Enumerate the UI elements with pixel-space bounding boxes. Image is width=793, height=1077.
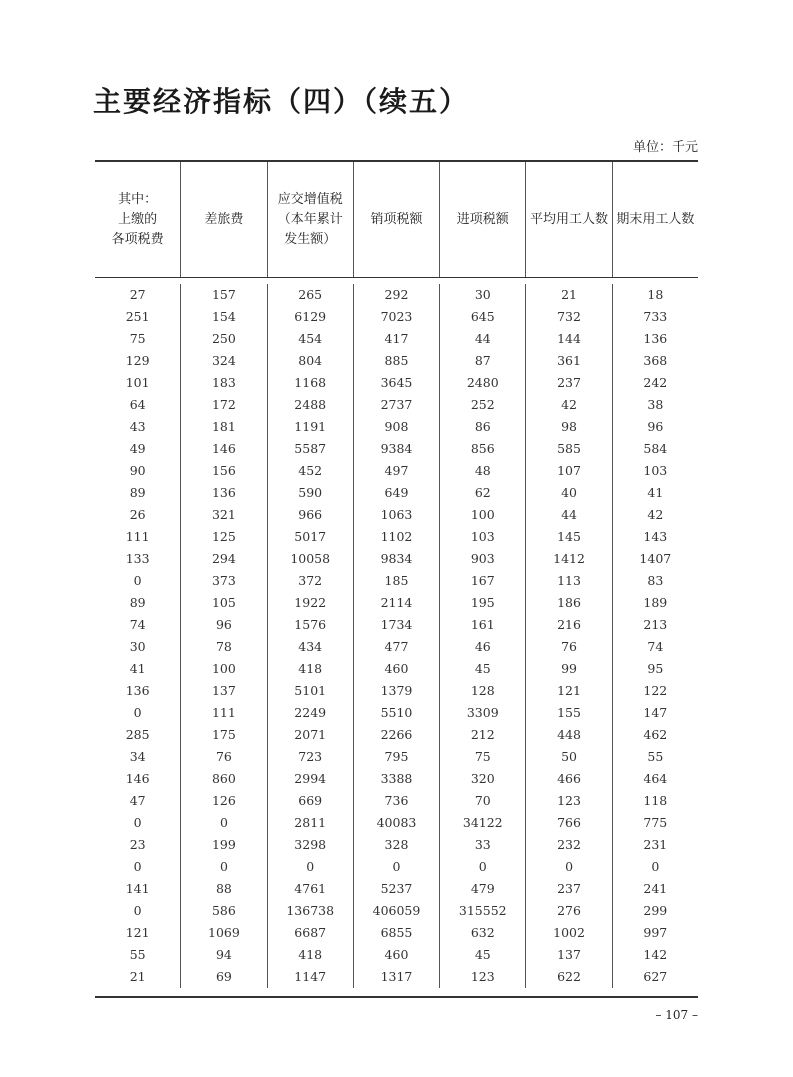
table-cell: 101 bbox=[125, 375, 150, 390]
table-cell: 434 bbox=[298, 639, 323, 654]
table-cell: 856 bbox=[470, 441, 495, 456]
table-cell: 294 bbox=[211, 551, 236, 566]
table-cell: 83 bbox=[647, 573, 664, 588]
table-cell: 125 bbox=[211, 529, 236, 544]
table-cell: 216 bbox=[557, 617, 581, 632]
table-cell: 5587 bbox=[294, 441, 327, 456]
table-cell: 251 bbox=[125, 309, 150, 324]
table-cell: 40 bbox=[561, 485, 577, 500]
table-cell: 100 bbox=[470, 507, 495, 522]
table-cell: 145 bbox=[557, 529, 581, 544]
table-cell: 1069 bbox=[208, 925, 240, 940]
table-cell: 406059 bbox=[372, 903, 421, 918]
table-cell: 55 bbox=[647, 749, 664, 764]
table-cell: 2811 bbox=[294, 815, 327, 830]
table-cell: 252 bbox=[470, 397, 495, 412]
table-cell: 1576 bbox=[294, 617, 327, 632]
table-cell: 40083 bbox=[376, 815, 417, 830]
table-cell: 479 bbox=[470, 881, 495, 896]
table-cell: 107 bbox=[557, 463, 581, 478]
table-cell: 186 bbox=[557, 595, 581, 610]
table-cell: 3645 bbox=[380, 375, 413, 390]
table-cell: 121 bbox=[125, 925, 150, 940]
table-cell: 733 bbox=[643, 309, 668, 324]
table-cell: 328 bbox=[384, 837, 409, 852]
table-cell: 292 bbox=[384, 287, 409, 302]
table-cell: 0 bbox=[133, 705, 142, 720]
table-cell: 105 bbox=[211, 595, 236, 610]
table-cell: 136 bbox=[643, 331, 668, 346]
table-cell: 0 bbox=[565, 859, 574, 874]
table-cell: 3298 bbox=[294, 837, 327, 852]
table-column bbox=[180, 284, 266, 988]
table-cell: 76 bbox=[561, 639, 577, 654]
table-cell: 212 bbox=[470, 727, 495, 742]
table-cell: 1063 bbox=[380, 507, 413, 522]
unit-label: 单位：千元 bbox=[632, 140, 698, 155]
table-cell: 23 bbox=[129, 837, 146, 852]
table-cell: 21 bbox=[129, 969, 146, 984]
table-cell: 627 bbox=[643, 969, 668, 984]
table-cell: 123 bbox=[557, 793, 581, 808]
table-cell: 185 bbox=[384, 573, 409, 588]
table-cell: 2488 bbox=[294, 397, 327, 412]
table-cell: 586 bbox=[211, 903, 236, 918]
table-cell: 231 bbox=[643, 837, 668, 852]
column-header: 差旅费 bbox=[180, 162, 266, 277]
table-cell: 181 bbox=[211, 419, 236, 434]
table-cell: 1734 bbox=[380, 617, 413, 632]
table-cell: 87 bbox=[474, 353, 491, 368]
table-cell: 966 bbox=[298, 507, 323, 522]
table-cell: 154 bbox=[211, 309, 236, 324]
table-cell: 2114 bbox=[380, 595, 413, 610]
table-cell: 477 bbox=[384, 639, 409, 654]
table-cell: 42 bbox=[561, 397, 577, 412]
table-cell: 86 bbox=[474, 419, 491, 434]
table-cell: 45 bbox=[474, 661, 491, 676]
table-cell: 795 bbox=[384, 749, 409, 764]
table-cell: 775 bbox=[643, 815, 668, 830]
table-cell: 5017 bbox=[294, 529, 327, 544]
table-cell: 315552 bbox=[458, 903, 507, 918]
page-number: – 107 – bbox=[655, 1008, 698, 1022]
table-cell: 462 bbox=[643, 727, 668, 742]
table-cell: 75 bbox=[129, 331, 146, 346]
table-cell: 44 bbox=[561, 507, 577, 522]
table-cell: 804 bbox=[298, 353, 323, 368]
table-cell: 669 bbox=[298, 793, 323, 808]
table-cell: 103 bbox=[643, 463, 668, 478]
table-cell: 1191 bbox=[294, 419, 327, 434]
table-cell: 448 bbox=[557, 727, 581, 742]
table-cell: 1407 bbox=[639, 551, 672, 566]
table-cell: 33 bbox=[474, 837, 491, 852]
table-cell: 111 bbox=[125, 529, 150, 544]
table-cell: 142 bbox=[643, 947, 668, 962]
table-cell: 123 bbox=[470, 969, 495, 984]
table-cell: 265 bbox=[298, 287, 323, 302]
column-header: 销项税额 bbox=[353, 162, 439, 277]
table-cell: 183 bbox=[211, 375, 236, 390]
table-cell: 1102 bbox=[380, 529, 413, 544]
table-cell: 213 bbox=[643, 617, 668, 632]
table-cell: 27 bbox=[129, 287, 146, 302]
table-cell: 0 bbox=[133, 859, 142, 874]
table-cell: 9384 bbox=[380, 441, 413, 456]
table-cell: 69 bbox=[215, 969, 232, 984]
table-cell: 7023 bbox=[380, 309, 413, 324]
table-cell: 100 bbox=[211, 661, 236, 676]
table-cell: 0 bbox=[219, 859, 228, 874]
table-cell: 172 bbox=[211, 397, 236, 412]
table-cell: 88 bbox=[215, 881, 232, 896]
table-cell: 126 bbox=[211, 793, 236, 808]
table-column bbox=[612, 284, 698, 988]
table-column bbox=[439, 284, 525, 988]
table-cell: 141 bbox=[125, 881, 150, 896]
table-cell: 46 bbox=[474, 639, 491, 654]
table-cell: 96 bbox=[647, 419, 664, 434]
table-cell: 30 bbox=[129, 639, 146, 654]
table-cell: 76 bbox=[215, 749, 232, 764]
table-cell: 903 bbox=[470, 551, 495, 566]
table-cell: 136 bbox=[211, 485, 236, 500]
table-cell: 146 bbox=[211, 441, 236, 456]
table-cell: 137 bbox=[557, 947, 581, 962]
table-cell: 368 bbox=[643, 353, 668, 368]
table-cell: 42 bbox=[647, 507, 664, 522]
table-cell: 44 bbox=[474, 331, 491, 346]
table-cell: 649 bbox=[384, 485, 409, 500]
table-cell: 0 bbox=[392, 859, 401, 874]
table-cell: 5510 bbox=[380, 705, 413, 720]
table-body bbox=[95, 278, 698, 996]
table-cell: 5101 bbox=[294, 683, 327, 698]
table-cell: 622 bbox=[557, 969, 581, 984]
table-cell: 10058 bbox=[290, 551, 331, 566]
table-cell: 41 bbox=[647, 485, 664, 500]
table-cell: 242 bbox=[643, 375, 668, 390]
table-cell: 74 bbox=[647, 639, 664, 654]
table-cell: 21 bbox=[561, 287, 577, 302]
table-column bbox=[95, 284, 180, 988]
table-cell: 0 bbox=[478, 859, 487, 874]
table-cell: 157 bbox=[211, 287, 236, 302]
table-cell: 78 bbox=[215, 639, 232, 654]
table-cell: 43 bbox=[129, 419, 146, 434]
table-cell: 0 bbox=[133, 815, 142, 830]
table-cell: 452 bbox=[298, 463, 323, 478]
table-cell: 96 bbox=[215, 617, 232, 632]
table-cell: 732 bbox=[557, 309, 581, 324]
table-cell: 0 bbox=[306, 859, 315, 874]
table-cell: 237 bbox=[557, 375, 581, 390]
table-cell: 299 bbox=[643, 903, 668, 918]
table-cell: 121 bbox=[557, 683, 581, 698]
table-cell: 146 bbox=[125, 771, 150, 786]
column-header: 其中： 上缴的 各项税费 bbox=[111, 191, 164, 247]
table-cell: 584 bbox=[643, 441, 668, 456]
table-cell: 161 bbox=[470, 617, 495, 632]
table-cell: 175 bbox=[211, 727, 236, 742]
data-table bbox=[95, 160, 698, 998]
table-cell: 50 bbox=[561, 749, 577, 764]
column-header: 平均用工人数 bbox=[525, 162, 611, 277]
table-column bbox=[525, 284, 611, 988]
table-cell: 237 bbox=[557, 881, 581, 896]
table-cell: 1147 bbox=[294, 969, 327, 984]
table-cell: 276 bbox=[557, 903, 581, 918]
table-cell: 133 bbox=[125, 551, 150, 566]
table-cell: 118 bbox=[643, 793, 668, 808]
table-cell: 1922 bbox=[294, 595, 327, 610]
table-cell: 34 bbox=[129, 749, 146, 764]
table-cell: 2994 bbox=[294, 771, 327, 786]
table-cell: 232 bbox=[557, 837, 581, 852]
table-cell: 103 bbox=[470, 529, 495, 544]
table-cell: 464 bbox=[643, 771, 668, 786]
table-cell: 55 bbox=[129, 947, 146, 962]
table-cell: 6687 bbox=[294, 925, 327, 940]
table-cell: 0 bbox=[219, 815, 228, 830]
table-cell: 3388 bbox=[380, 771, 413, 786]
table-cell: 189 bbox=[643, 595, 668, 610]
table-cell: 1002 bbox=[553, 925, 585, 940]
table-cell: 89 bbox=[129, 485, 146, 500]
table-cell: 47 bbox=[129, 793, 146, 808]
table-cell: 418 bbox=[298, 947, 323, 962]
table-header bbox=[95, 162, 698, 278]
table-cell: 6855 bbox=[380, 925, 413, 940]
table-cell: 454 bbox=[298, 331, 323, 346]
table-cell: 885 bbox=[384, 353, 409, 368]
column-header: 应交增值税 （本年累计 发生额） bbox=[267, 162, 353, 277]
page-title: 主要经济指标（四）（续五） bbox=[93, 85, 470, 118]
table-cell: 41 bbox=[129, 661, 146, 676]
table-cell: 75 bbox=[474, 749, 491, 764]
table-cell: 241 bbox=[643, 881, 668, 896]
table-cell: 1379 bbox=[380, 683, 413, 698]
table-cell: 144 bbox=[557, 331, 581, 346]
table-cell: 723 bbox=[298, 749, 323, 764]
table-cell: 147 bbox=[643, 705, 668, 720]
table-cell: 18 bbox=[647, 287, 664, 302]
table-cell: 460 bbox=[384, 661, 409, 676]
table-cell: 997 bbox=[643, 925, 668, 940]
table-cell: 285 bbox=[125, 727, 150, 742]
table-cell: 736 bbox=[384, 793, 409, 808]
table-cell: 2249 bbox=[294, 705, 327, 720]
table-cell: 766 bbox=[557, 815, 581, 830]
table-cell: 4761 bbox=[294, 881, 327, 896]
table-cell: 74 bbox=[129, 617, 146, 632]
table-cell: 136738 bbox=[286, 903, 335, 918]
table-cell: 30 bbox=[474, 287, 491, 302]
table-cell: 45 bbox=[474, 947, 491, 962]
table-cell: 460 bbox=[384, 947, 409, 962]
table-cell: 48 bbox=[474, 463, 491, 478]
table-cell: 6129 bbox=[294, 309, 327, 324]
table-cell: 90 bbox=[129, 463, 146, 478]
table-cell: 95 bbox=[647, 661, 664, 676]
table-cell: 497 bbox=[384, 463, 409, 478]
table-column bbox=[267, 284, 353, 988]
table-cell: 199 bbox=[211, 837, 236, 852]
table-cell: 466 bbox=[557, 771, 581, 786]
table-cell: 89 bbox=[129, 595, 146, 610]
table-cell: 99 bbox=[561, 661, 577, 676]
table-cell: 70 bbox=[474, 793, 491, 808]
table-cell: 111 bbox=[211, 705, 236, 720]
table-cell: 98 bbox=[561, 419, 577, 434]
table-cell: 373 bbox=[211, 573, 236, 588]
table-cell: 320 bbox=[470, 771, 495, 786]
table-cell: 167 bbox=[470, 573, 495, 588]
table-cell: 5237 bbox=[380, 881, 413, 896]
table-cell: 62 bbox=[474, 485, 491, 500]
table-cell: 34122 bbox=[462, 815, 503, 830]
table-cell: 321 bbox=[211, 507, 236, 522]
table-cell: 361 bbox=[557, 353, 581, 368]
table-cell: 372 bbox=[298, 573, 323, 588]
column-header: 进项税额 bbox=[439, 162, 525, 277]
table-cell: 128 bbox=[470, 683, 495, 698]
table-cell: 645 bbox=[470, 309, 495, 324]
table-cell: 156 bbox=[211, 463, 236, 478]
table-cell: 26 bbox=[129, 507, 146, 522]
table-cell: 195 bbox=[470, 595, 495, 610]
table-cell: 155 bbox=[557, 705, 581, 720]
table-cell: 585 bbox=[557, 441, 581, 456]
table-cell: 1317 bbox=[380, 969, 413, 984]
table-cell: 1168 bbox=[294, 375, 327, 390]
table-cell: 49 bbox=[129, 441, 146, 456]
table-cell: 38 bbox=[647, 397, 664, 412]
table-cell: 2737 bbox=[380, 397, 413, 412]
table-cell: 1412 bbox=[553, 551, 585, 566]
table-cell: 94 bbox=[215, 947, 232, 962]
table-cell: 250 bbox=[211, 331, 236, 346]
table-cell: 113 bbox=[557, 573, 581, 588]
table-cell: 143 bbox=[643, 529, 668, 544]
table-cell: 122 bbox=[643, 683, 668, 698]
table-cell: 9834 bbox=[380, 551, 413, 566]
table-cell: 590 bbox=[298, 485, 323, 500]
table-cell: 137 bbox=[211, 683, 236, 698]
table-cell: 2071 bbox=[294, 727, 327, 742]
table-cell: 632 bbox=[470, 925, 495, 940]
table-cell: 0 bbox=[133, 573, 142, 588]
column-header: 期末用工人数 bbox=[612, 162, 698, 277]
table-cell: 417 bbox=[384, 331, 409, 346]
table-cell: 129 bbox=[125, 353, 150, 368]
table-cell: 860 bbox=[211, 771, 236, 786]
table-cell: 418 bbox=[298, 661, 323, 676]
table-cell: 64 bbox=[129, 397, 146, 412]
table-cell: 908 bbox=[384, 419, 409, 434]
table-cell: 2266 bbox=[380, 727, 413, 742]
table-cell: 0 bbox=[651, 859, 660, 874]
table-column bbox=[353, 284, 439, 988]
table-cell: 2480 bbox=[466, 375, 499, 390]
table-cell: 3309 bbox=[466, 705, 499, 720]
table-cell: 0 bbox=[133, 903, 142, 918]
table-cell: 136 bbox=[125, 683, 150, 698]
table-cell: 324 bbox=[211, 353, 236, 368]
